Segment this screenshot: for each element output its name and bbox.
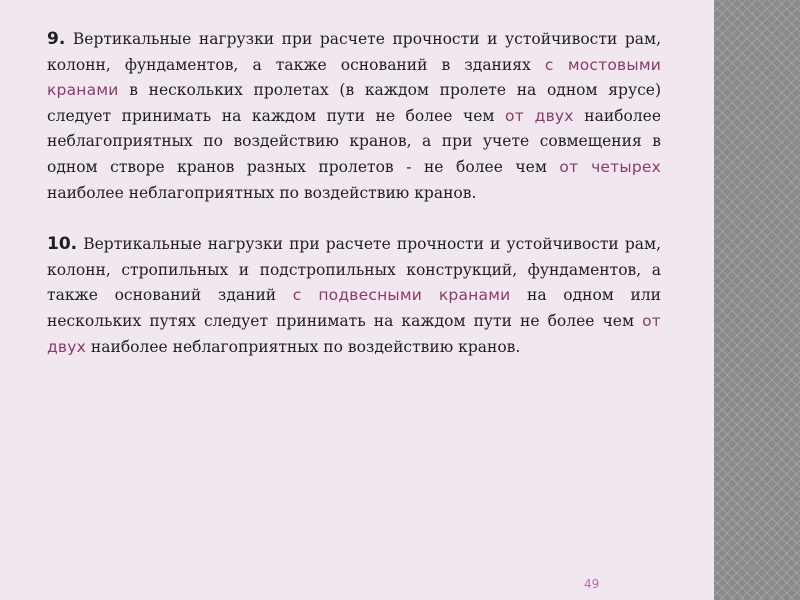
decorative-sidebar	[714, 0, 800, 600]
paragraph-text: в нескольких пролетах (в каждом пролете на одном ярусе) следует принимать на каждом пути не более чем	[47, 81, 661, 125]
paragraph-text: Вертикальные нагрузки при расчете прочности и устойчивости рам, колонн, фундаментов, а также оснований в зданиях	[47, 30, 661, 74]
paragraph-text: наиболее неблагоприятных по воздействию кранов, а при учете совмещения в одном створе кранов разных пролетов - не более чем	[47, 106, 662, 176]
paragraph-text: наиболее неблагоприятных по воздействию кранов.	[47, 183, 477, 202]
paragraph-text: наиболее неблагоприятных по воздействию кранов.	[86, 337, 521, 356]
paragraph-text: на одном или нескольких путях следует принимать на каждом пути не более чем	[47, 286, 661, 330]
highlighted-term: с мостовыми кранами	[47, 55, 661, 100]
highlighted-term: от двух	[47, 311, 661, 356]
paragraph-number: 10.	[47, 234, 78, 255]
highlighted-term: от четырех	[559, 157, 661, 176]
paragraph-number: 9.	[47, 29, 66, 49]
highlighted-term: с подвесными кранами	[292, 286, 511, 305]
paragraph-10	[47, 232, 661, 360]
paragraph-9	[47, 27, 661, 206]
slide-content	[47, 27, 661, 360]
page-number: 49	[584, 577, 600, 591]
highlighted-term: от двух	[505, 106, 574, 125]
paragraph-text: Вертикальные нагрузки при расчете прочности и устойчивости рам, колонн, стропильных и подстропильных конструкций, фундаментов, а также оснований зданий	[47, 235, 661, 305]
